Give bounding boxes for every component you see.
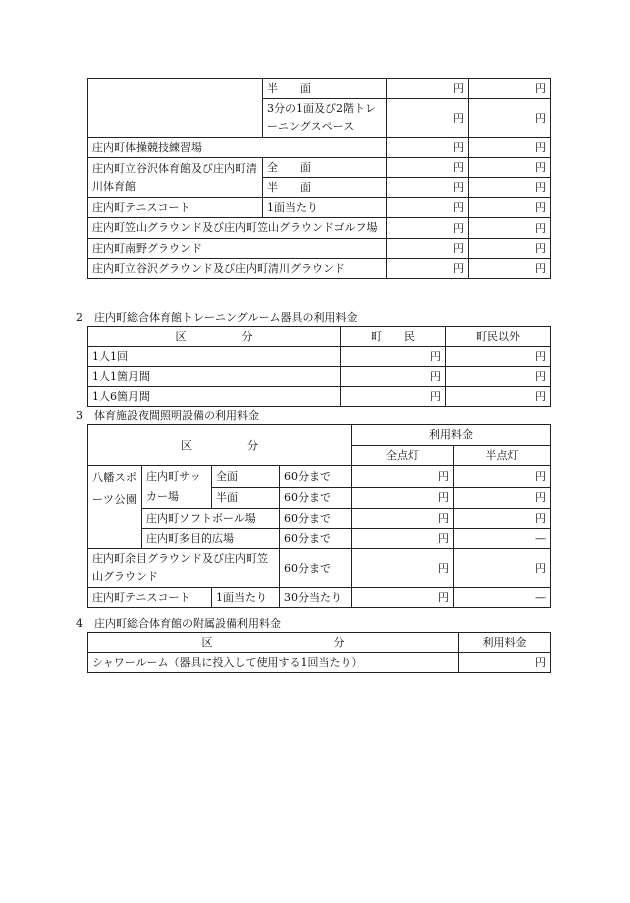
facility-fee-table <box>87 78 551 279</box>
row-label: 60分まで <box>280 549 352 588</box>
row-label: 60分まで <box>280 509 352 529</box>
fee-cell: 円 <box>352 529 454 549</box>
row-label: 60分まで <box>280 466 352 488</box>
table-row <box>88 198 551 218</box>
night-lighting-fee-table <box>87 424 551 608</box>
row-label: 60分まで <box>280 529 352 549</box>
row-label: 庄内町サッカー場 <box>142 466 212 509</box>
fee-cell: 円 <box>469 239 551 259</box>
column-header: 町民以外 <box>446 327 551 347</box>
fee-cell: 円 <box>387 178 469 198</box>
column-header: 区 分 <box>88 633 459 653</box>
table-row <box>88 549 551 588</box>
table-row <box>88 79 551 99</box>
row-label: 1面当たり <box>212 588 280 608</box>
fee-cell: 円 <box>352 588 454 608</box>
fee-cell: 円 <box>469 79 551 99</box>
column-header: 利用料金 <box>459 633 551 653</box>
section-heading <box>76 311 357 325</box>
fee-cell: 円 <box>352 466 454 488</box>
row-label: 庄内町余目グラウンド及び庄内町笠山グラウンド <box>88 549 280 588</box>
column-header: 半点灯 <box>454 445 551 466</box>
fee-cell: 円 <box>469 99 551 138</box>
row-label: 半 面 <box>263 79 387 99</box>
row-label: 半 面 <box>263 178 387 198</box>
fee-cell: 円 <box>469 198 551 218</box>
fee-cell: 円 <box>352 487 454 509</box>
row-label: 庄内町テニスコート <box>88 198 263 218</box>
fee-cell: 円 <box>459 653 551 673</box>
table-row <box>88 466 551 488</box>
fee-cell: 円 <box>469 178 551 198</box>
column-header: 区 分 <box>88 425 352 466</box>
row-label: 庄内町立谷沢グラウンド及び庄内町清川グラウンド <box>88 259 387 279</box>
fee-cell: 円 <box>454 487 551 509</box>
row-label: 1人6箇月間 <box>88 387 341 407</box>
row-label: 1面当たり <box>263 198 387 218</box>
column-header: 利用料金 <box>352 425 551 446</box>
section-title: 庄内町総合体育館トレーニングルーム器具の利用料金 <box>94 311 358 324</box>
table-row <box>88 239 551 259</box>
fee-cell: 円 <box>352 549 454 588</box>
table-row <box>88 509 551 529</box>
fee-cell: 円 <box>454 466 551 488</box>
table-row <box>88 588 551 608</box>
fee-cell: 円 <box>446 367 551 387</box>
row-label: 八幡スポーツ公園 <box>88 466 142 549</box>
fee-cell: 円 <box>387 198 469 218</box>
table-row <box>88 653 551 673</box>
table-row <box>88 387 551 407</box>
fee-cell: 円 <box>341 367 446 387</box>
fee-cell: 円 <box>454 549 551 588</box>
fee-cell: 円 <box>387 259 469 279</box>
row-label: 半面 <box>212 487 280 509</box>
row-label: 庄内町南野グラウンド <box>88 239 387 259</box>
dash-cell: — <box>454 529 551 549</box>
table-row <box>88 218 551 239</box>
row-label: 全面 <box>212 466 280 488</box>
fee-cell: 円 <box>469 218 551 239</box>
row-label: 庄内町笠山グラウンド及び庄内町笠山グラウンドゴルフ場 <box>88 218 387 239</box>
row-label: 30分当たり <box>280 588 352 608</box>
fee-cell: 円 <box>454 509 551 529</box>
table-row <box>88 529 551 549</box>
fee-cell: 円 <box>446 347 551 367</box>
row-label: 庄内町ソフトボール場 <box>142 509 280 529</box>
section-number: 4 <box>76 617 83 630</box>
fee-cell: 円 <box>446 387 551 407</box>
table-row <box>88 347 551 367</box>
row-label: シャワールーム（器具に投入して使用する1回当たり） <box>88 653 459 673</box>
fee-cell: 円 <box>469 158 551 178</box>
table-header-row <box>88 425 551 446</box>
row-label: 60分まで <box>280 487 352 509</box>
fee-cell: 円 <box>352 509 454 529</box>
fee-cell: 円 <box>387 138 469 158</box>
table-row <box>88 259 551 279</box>
table-header-row <box>88 327 551 347</box>
fee-cell: 円 <box>387 239 469 259</box>
table-row <box>88 138 551 158</box>
row-label: 庄内町テニスコート <box>88 588 212 608</box>
column-header: 町 民 <box>341 327 446 347</box>
merged-category-cell <box>88 79 263 138</box>
fee-cell: 円 <box>469 259 551 279</box>
table-row <box>88 158 551 178</box>
row-label: 1人1回 <box>88 347 341 367</box>
row-label: 庄内町立谷沢体育館及び庄内町清川体育館 <box>88 158 263 198</box>
row-label: 3分の1面及び2階トレーニングスペース <box>263 99 387 138</box>
column-header: 区 分 <box>88 327 341 347</box>
fee-cell: 円 <box>387 218 469 239</box>
table-header-row <box>88 633 551 653</box>
row-label: 1人1箇月間 <box>88 367 341 387</box>
fee-cell: 円 <box>387 79 469 99</box>
fee-cell: 円 <box>469 138 551 158</box>
section-number: 3 <box>76 409 83 422</box>
fee-cell: 円 <box>341 387 446 407</box>
column-header: 全点灯 <box>352 445 454 466</box>
row-label: 庄内町多目的広場 <box>142 529 280 549</box>
fee-cell: 円 <box>387 158 469 178</box>
section-title: 庄内町総合体育館の附属設備利用料金 <box>94 617 281 630</box>
dash-cell: — <box>454 588 551 608</box>
fee-cell: 円 <box>387 99 469 138</box>
training-equipment-fee-table <box>87 326 551 407</box>
section-heading <box>76 409 259 423</box>
fee-cell: 円 <box>341 347 446 367</box>
section-number: 2 <box>76 311 83 324</box>
shower-fee-table <box>87 632 551 673</box>
table-row <box>88 367 551 387</box>
row-label: 全 面 <box>263 158 387 178</box>
row-label: 庄内町体操競技練習場 <box>88 138 387 158</box>
section-heading <box>76 617 281 631</box>
section-title: 体育施設夜間照明設備の利用料金 <box>94 409 259 422</box>
